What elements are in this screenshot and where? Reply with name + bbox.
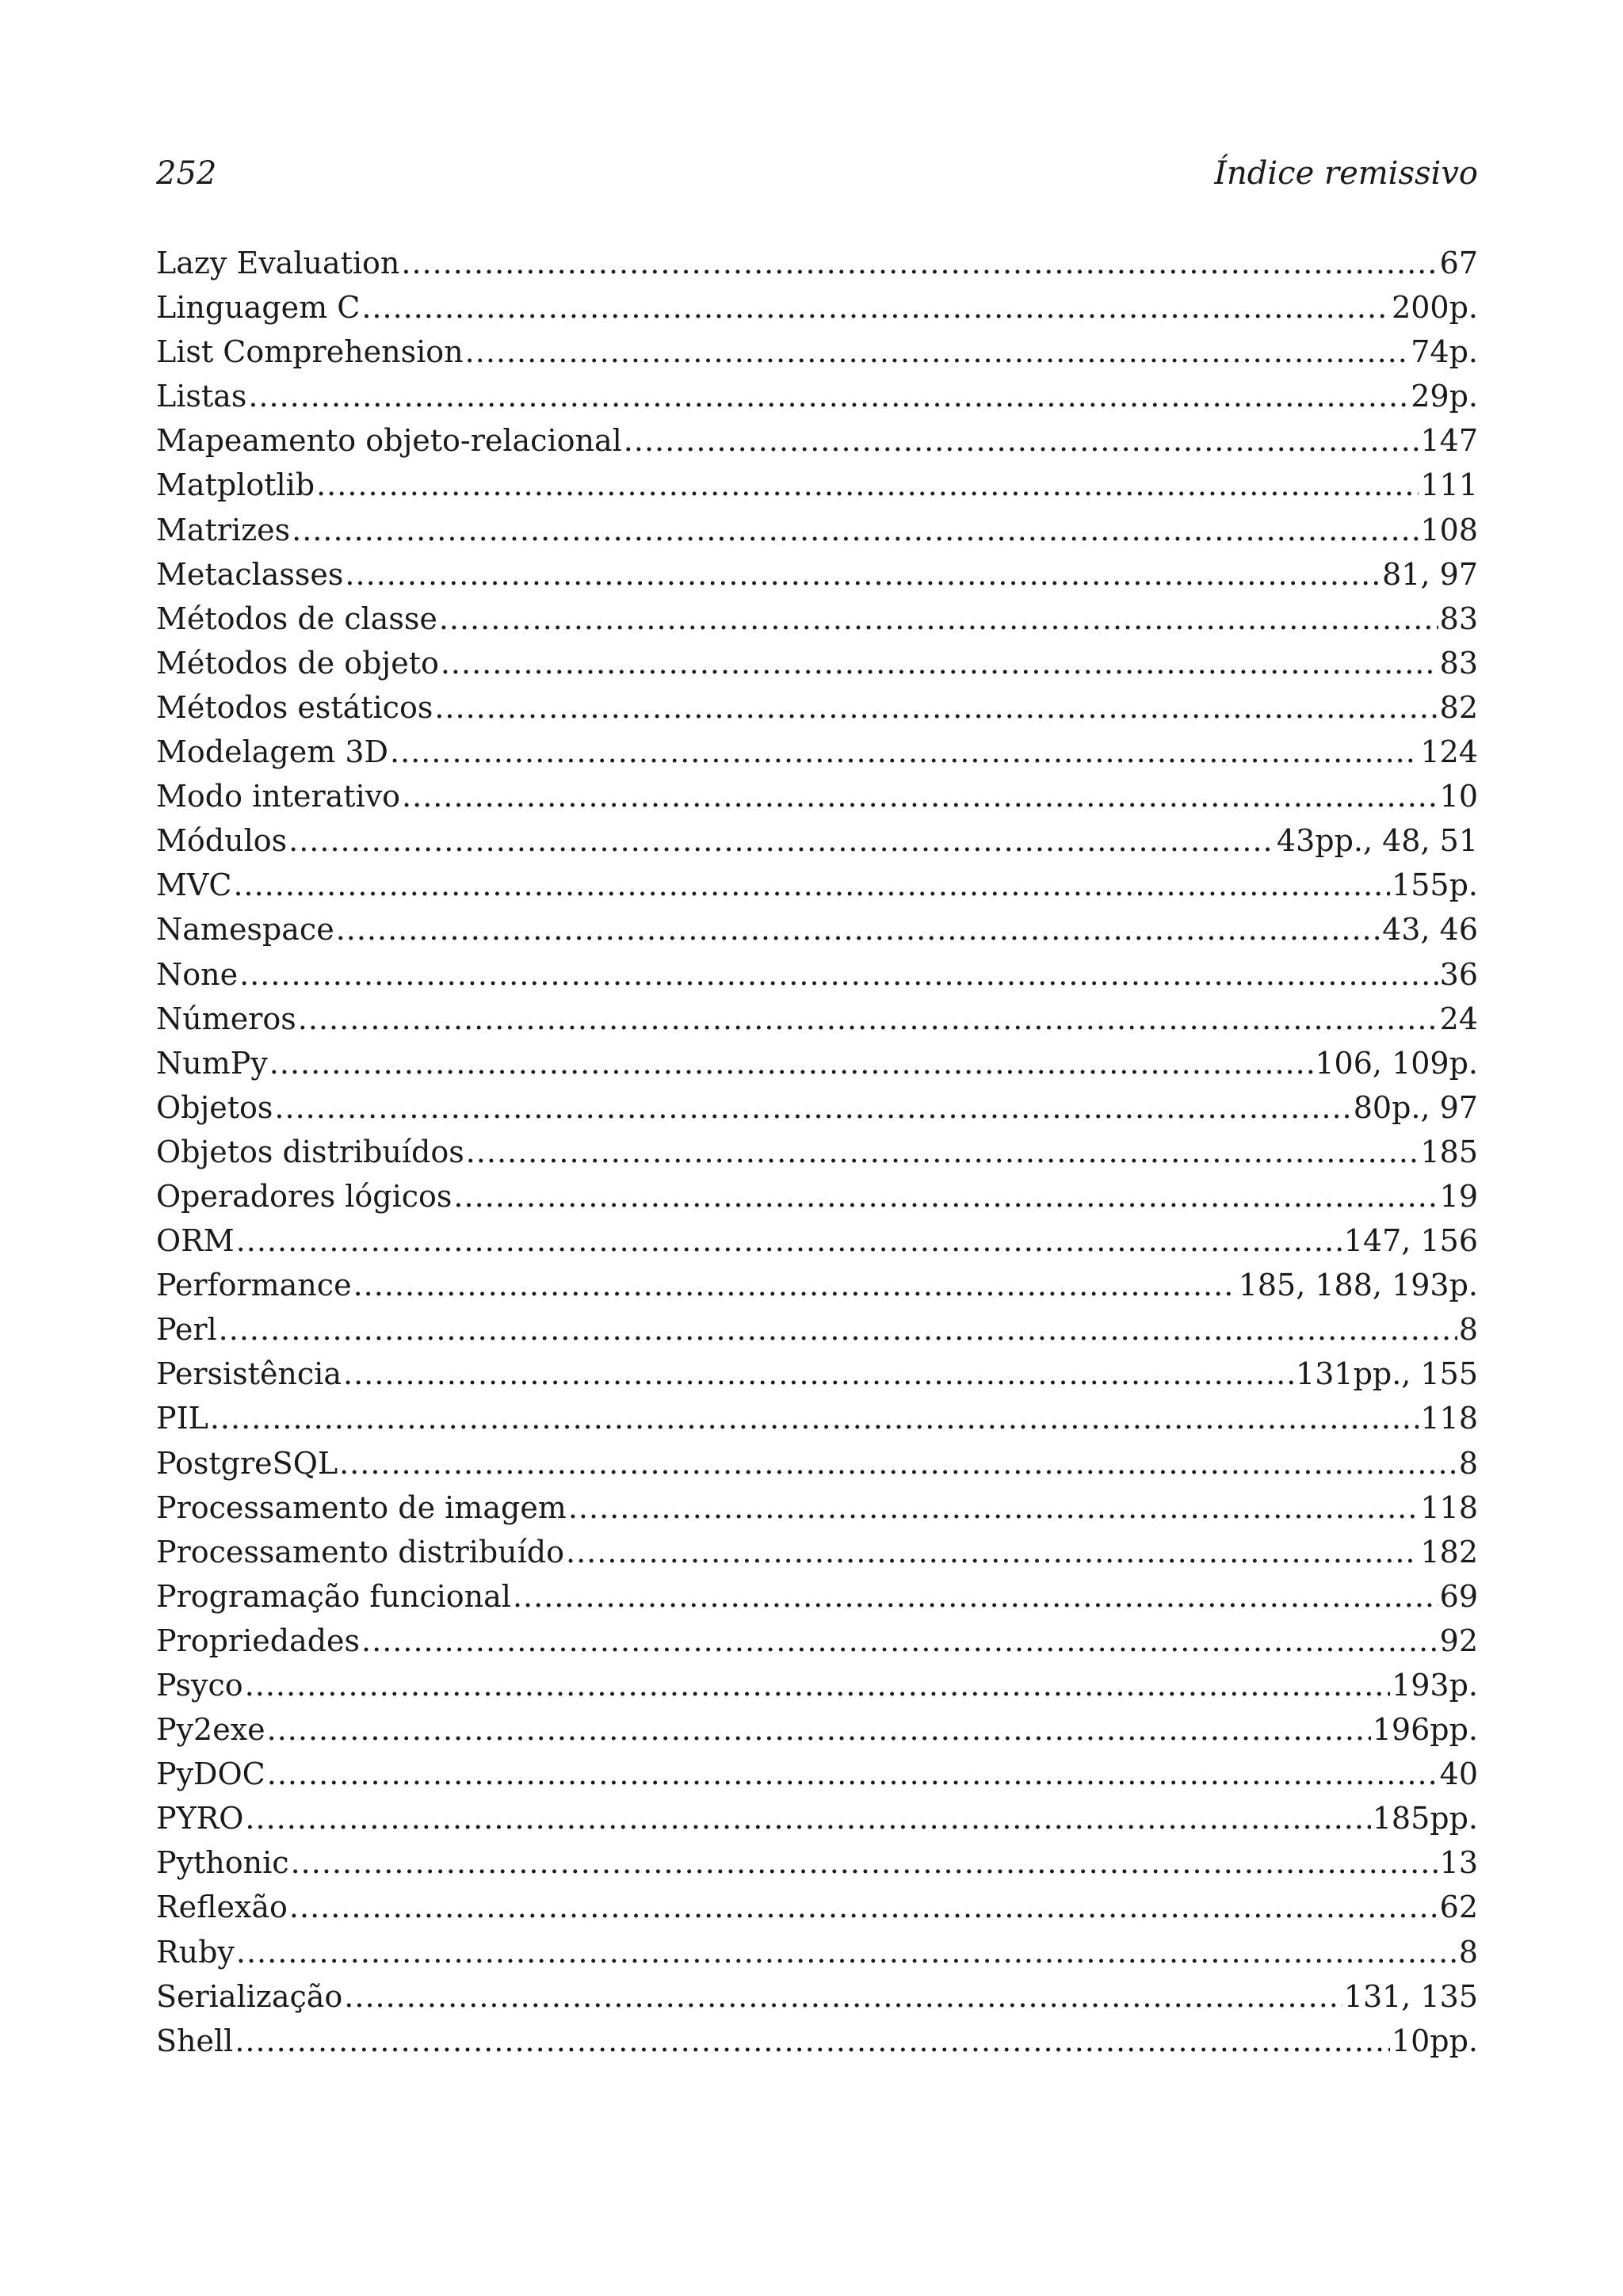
dot-leader <box>291 1840 1438 1885</box>
index-entry <box>156 1663 1478 1707</box>
dot-leader <box>219 1307 1457 1352</box>
index-term: ORM <box>156 1223 235 1259</box>
index-entry <box>156 508 1478 552</box>
dot-leader <box>465 330 1410 374</box>
dot-leader <box>361 1619 1438 1663</box>
index-entry <box>156 463 1478 507</box>
index-term: PyDOC <box>156 1756 265 1792</box>
index-term: Métodos de classe <box>156 601 437 636</box>
running-title: Índice remissivo <box>1214 155 1478 192</box>
dot-leader <box>345 552 1381 597</box>
dot-leader <box>233 863 1390 907</box>
index-pages: 40 <box>1439 1756 1478 1792</box>
index-term: Módulos <box>156 823 288 859</box>
dot-leader <box>289 1885 1438 1929</box>
index-pages: 24 <box>1439 1001 1478 1036</box>
dot-leader <box>566 1530 1419 1574</box>
index-entry <box>156 285 1478 330</box>
index-pages: 200p. <box>1392 290 1478 326</box>
dot-leader <box>439 597 1438 641</box>
index-term: Performance <box>156 1268 352 1303</box>
index-entry <box>156 2019 1478 2063</box>
index-term: Ruby <box>156 1934 235 1970</box>
index-entry <box>156 1352 1478 1396</box>
index-pages: 185pp. <box>1372 1801 1478 1836</box>
index-pages: 92 <box>1439 1623 1478 1658</box>
index-entry <box>156 997 1478 1041</box>
index-term: Persistência <box>156 1356 342 1392</box>
dot-leader <box>402 774 1438 818</box>
index-pages: 8 <box>1458 1934 1478 1970</box>
index-entry <box>156 1486 1478 1530</box>
dot-leader <box>401 241 1438 285</box>
index-term: NumPy <box>156 1045 268 1081</box>
index-pages: 74p. <box>1411 334 1478 370</box>
index-entry <box>156 1752 1478 1796</box>
index-entry <box>156 1307 1478 1352</box>
index-term: Processamento distribuído <box>156 1534 564 1569</box>
index-pages: 182 <box>1420 1534 1478 1569</box>
index-pages: 83 <box>1439 601 1478 636</box>
index-term: PIL <box>156 1401 208 1436</box>
index-pages: 108 <box>1420 512 1478 547</box>
index-pages: 43pp., 48, 51 <box>1276 823 1478 859</box>
index-term: Mapeamento objeto-relacional <box>156 423 622 459</box>
index-term: Modelagem 3D <box>156 734 388 770</box>
dot-leader <box>236 1219 1342 1263</box>
index-entry <box>156 1441 1478 1486</box>
dot-leader <box>316 463 1419 507</box>
index-entry <box>156 1263 1478 1307</box>
index-pages: 155p. <box>1392 868 1478 903</box>
dot-leader <box>453 1174 1438 1219</box>
index-pages: 10pp. <box>1391 2023 1478 2058</box>
index-entry <box>156 685 1478 730</box>
index-entry <box>156 1085 1478 1130</box>
index-term: PostgreSQL <box>156 1445 338 1481</box>
index-list <box>156 241 1478 2063</box>
index-term: Números <box>156 1001 296 1036</box>
dot-leader <box>235 2019 1390 2063</box>
index-pages: 147, 156 <box>1343 1223 1478 1259</box>
index-pages: 83 <box>1439 645 1478 681</box>
index-entry <box>156 330 1478 374</box>
index-entry <box>156 863 1478 907</box>
index-term: Reflexão <box>156 1890 288 1925</box>
index-pages: 147 <box>1420 423 1478 459</box>
index-term: Linguagem C <box>156 290 361 326</box>
index-pages: 185, 188, 193p. <box>1238 1268 1478 1303</box>
index-term: Matrizes <box>156 512 291 547</box>
index-pages: 69 <box>1439 1578 1478 1614</box>
dot-leader <box>441 641 1438 685</box>
index-pages: 36 <box>1439 956 1478 992</box>
index-entry <box>156 1619 1478 1663</box>
dot-leader <box>466 1130 1419 1174</box>
dot-leader <box>353 1263 1237 1307</box>
index-pages: 196pp. <box>1372 1712 1478 1748</box>
index-pages: 67 <box>1439 246 1478 280</box>
dot-leader <box>434 685 1438 730</box>
index-entry <box>156 1707 1478 1752</box>
index-entry <box>156 907 1478 952</box>
index-pages: 80p., 97 <box>1353 1089 1478 1125</box>
index-entry <box>156 1796 1478 1840</box>
dot-leader <box>248 374 1409 418</box>
index-pages: 10 <box>1439 779 1478 814</box>
index-entry <box>156 597 1478 641</box>
index-entry <box>156 818 1478 863</box>
index-pages: 106, 109p. <box>1315 1045 1478 1081</box>
index-pages: 29p. <box>1411 379 1478 414</box>
index-entry <box>156 1530 1478 1574</box>
index-pages: 81, 97 <box>1382 556 1478 592</box>
dot-leader <box>274 1085 1351 1130</box>
index-pages: 131pp., 155 <box>1296 1356 1478 1392</box>
dot-leader <box>390 730 1419 774</box>
index-pages: 13 <box>1439 1845 1478 1881</box>
dot-leader <box>210 1396 1419 1440</box>
index-pages: 131, 135 <box>1343 1978 1478 2014</box>
index-term: Py2exe <box>156 1712 265 1748</box>
dot-leader <box>269 1041 1314 1085</box>
index-entry <box>156 552 1478 597</box>
dot-leader <box>339 1441 1457 1486</box>
index-pages: 19 <box>1439 1178 1478 1214</box>
index-term: Métodos estáticos <box>156 689 433 725</box>
index-term: Namespace <box>156 912 334 948</box>
index-entry <box>156 1041 1478 1085</box>
index-term: Modo interativo <box>156 779 401 814</box>
index-term: Listas <box>156 379 247 414</box>
page-header <box>156 155 1478 206</box>
index-pages: 62 <box>1439 1890 1478 1925</box>
index-entry <box>156 774 1478 818</box>
index-term: Processamento de imagem <box>156 1489 567 1525</box>
index-entry <box>156 1219 1478 1263</box>
index-pages: 118 <box>1420 1489 1478 1525</box>
index-term: Métodos de objeto <box>156 645 439 681</box>
index-term: Matplotlib <box>156 467 315 503</box>
index-pages: 118 <box>1420 1401 1478 1436</box>
page-number: 252 <box>156 155 217 192</box>
index-pages: 193p. <box>1392 1668 1478 1703</box>
index-term: PYRO <box>156 1801 244 1836</box>
index-entry <box>156 241 1478 285</box>
index-entry <box>156 730 1478 774</box>
index-entry <box>156 1885 1478 1929</box>
index-term: List Comprehension <box>156 334 464 370</box>
index-entry <box>156 1574 1478 1619</box>
dot-leader <box>298 997 1438 1041</box>
index-entry <box>156 1840 1478 1885</box>
index-pages: 124 <box>1420 734 1478 770</box>
index-entry <box>156 952 1478 997</box>
index-term: Perl <box>156 1312 217 1348</box>
index-pages: 82 <box>1439 689 1478 725</box>
dot-leader <box>624 418 1419 463</box>
dot-leader <box>245 1796 1370 1840</box>
index-term: Objetos distribuídos <box>156 1134 464 1169</box>
dot-leader <box>288 818 1275 863</box>
dot-leader <box>513 1574 1438 1619</box>
index-entry <box>156 641 1478 685</box>
dot-leader <box>267 1707 1371 1752</box>
index-entry <box>156 1130 1478 1174</box>
index-term: Operadores lógicos <box>156 1178 453 1214</box>
index-term: Objetos <box>156 1089 273 1125</box>
index-entry <box>156 1974 1478 2019</box>
index-term: Programação funcional <box>156 1578 511 1614</box>
index-term: Serialização <box>156 1978 343 2014</box>
dot-leader <box>239 952 1438 997</box>
dot-leader <box>245 1663 1390 1707</box>
index-term: MVC <box>156 868 232 903</box>
index-term: None <box>156 956 239 992</box>
index-pages: 8 <box>1458 1445 1478 1481</box>
dot-leader <box>344 1974 1342 2019</box>
dot-leader <box>236 1930 1457 1974</box>
index-term: Metaclasses <box>156 556 344 592</box>
index-term: Psyco <box>156 1668 243 1703</box>
index-entry <box>156 1174 1478 1219</box>
index-pages: 8 <box>1458 1312 1478 1348</box>
index-pages: 43, 46 <box>1382 912 1478 948</box>
index-entry <box>156 374 1478 418</box>
index-term: Propriedades <box>156 1623 361 1658</box>
dot-leader <box>343 1352 1294 1396</box>
index-pages: 111 <box>1420 467 1478 503</box>
index-term: Shell <box>156 2023 234 2058</box>
dot-leader <box>568 1486 1419 1530</box>
index-term: Pythonic <box>156 1845 289 1881</box>
dot-leader <box>361 285 1390 330</box>
index-pages: 185 <box>1420 1134 1478 1169</box>
dot-leader <box>336 907 1381 952</box>
index-entry <box>156 1396 1478 1440</box>
dot-leader <box>267 1752 1438 1796</box>
index-entry <box>156 418 1478 463</box>
index-term: Lazy Evaluation <box>156 246 400 280</box>
index-entry <box>156 1930 1478 1974</box>
dot-leader <box>292 508 1419 552</box>
